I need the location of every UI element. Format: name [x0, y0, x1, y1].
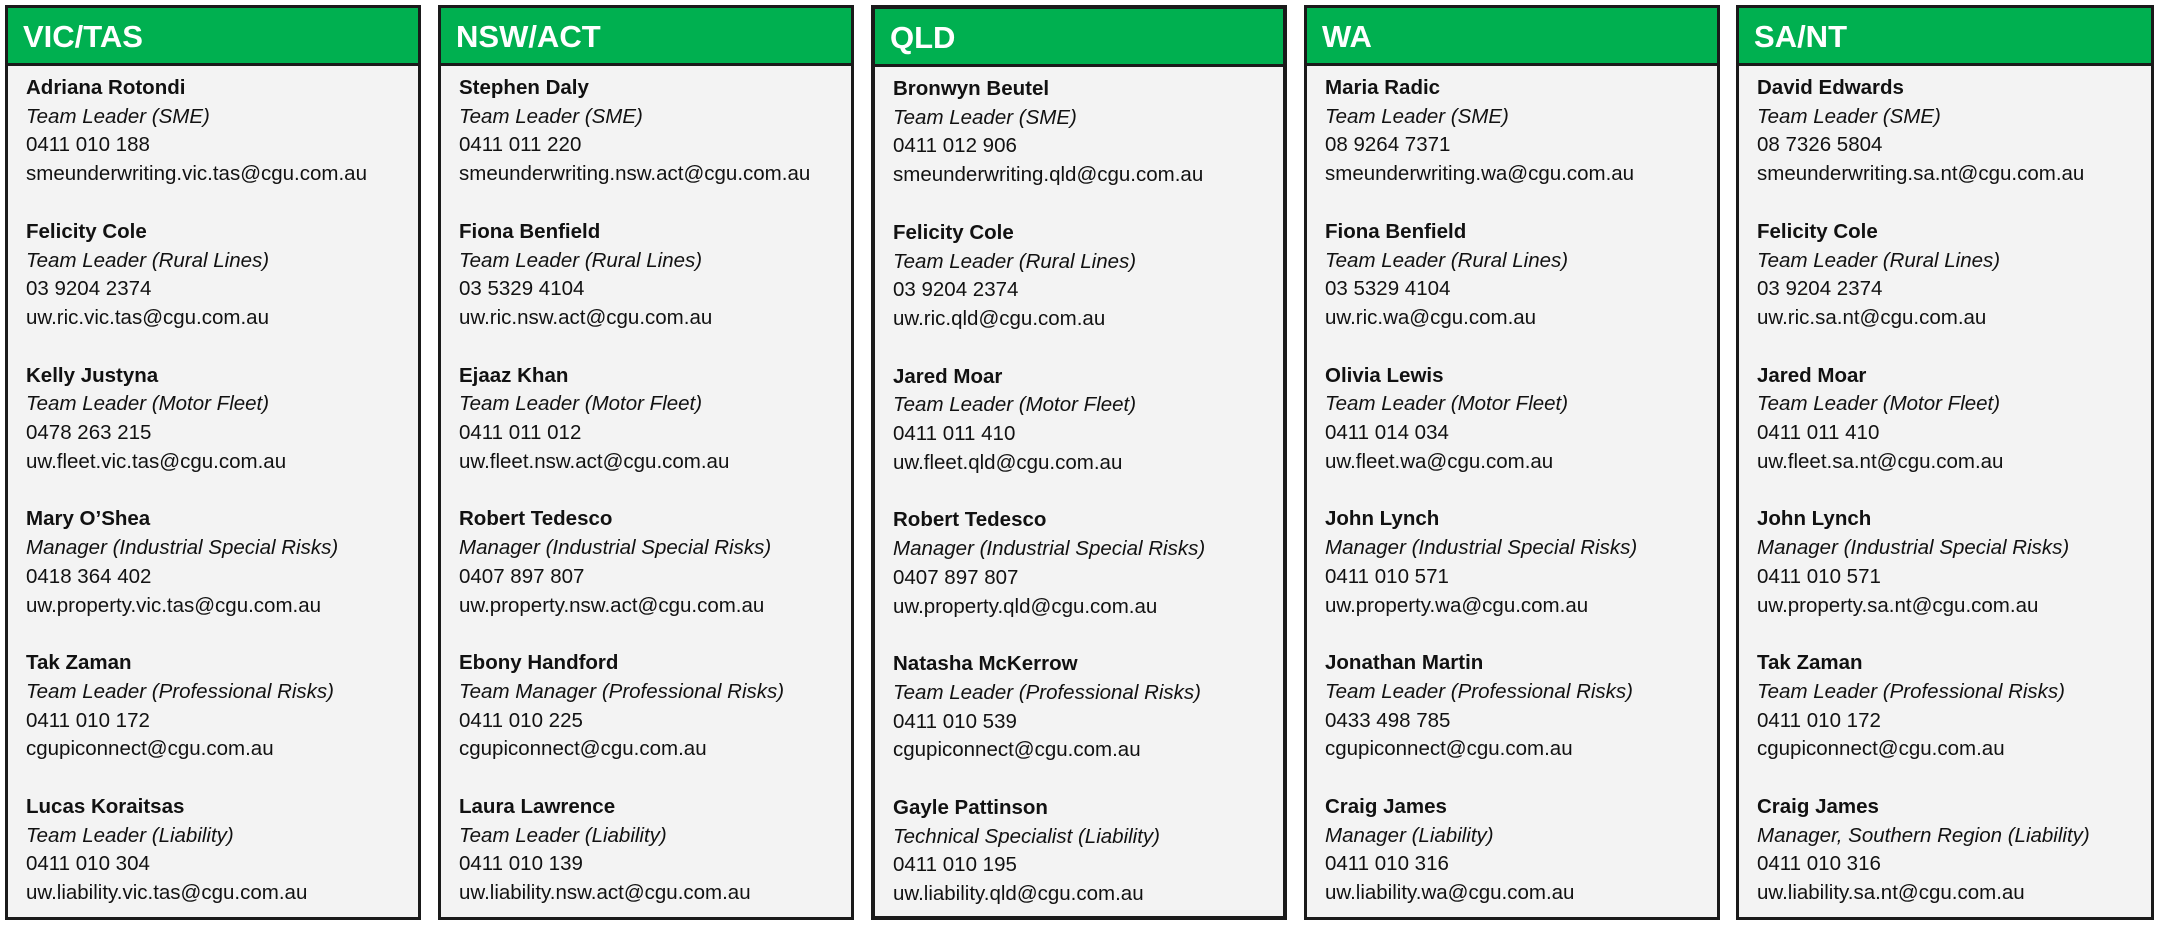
- contact-email[interactable]: cgupiconnect@cgu.com.au: [459, 737, 707, 761]
- contact-name: Craig James: [1757, 795, 1879, 819]
- contact-phone: 0478 263 215: [26, 421, 152, 445]
- contact-role: Team Leader (Liability): [26, 823, 234, 847]
- contact-email[interactable]: smeunderwriting.wa@cgu.com.au: [1325, 162, 1635, 186]
- contact-email[interactable]: uw.liability.nsw.act@cgu.com.au: [459, 881, 751, 905]
- contact-role: Team Leader (Professional Risks): [1325, 679, 1634, 703]
- contact-entry: [1757, 649, 2151, 764]
- contact-entry: [893, 794, 1283, 909]
- contact-email[interactable]: cgupiconnect@cgu.com.au: [1757, 737, 2005, 761]
- contact-entry: [1325, 793, 1717, 908]
- contact-entry: [459, 74, 851, 189]
- contact-phone: 0411 010 172: [1757, 708, 1881, 732]
- contact-phone: 03 5329 4104: [1325, 277, 1451, 301]
- contact-role: Team Leader (Rural Lines): [26, 248, 270, 272]
- contact-name: John Lynch: [1757, 507, 1872, 531]
- contact-phone: 0411 010 539: [893, 709, 1017, 733]
- contact-phone: 0411 011 410: [1757, 421, 1880, 445]
- contact-entry: [459, 649, 851, 764]
- contact-list: [1739, 66, 2151, 908]
- contact-email[interactable]: smeunderwriting.qld@cgu.com.au: [893, 163, 1204, 187]
- contact-role: Manager (Industrial Special Risks): [1325, 536, 1638, 560]
- contact-email[interactable]: uw.fleet.nsw.act@cgu.com.au: [459, 449, 730, 473]
- contact-phone: 0411 010 225: [459, 708, 583, 732]
- region-panel-nsw-act: [438, 5, 854, 920]
- contact-role: Manager (Industrial Special Risks): [1757, 536, 2070, 560]
- contact-entry: [1757, 793, 2151, 908]
- contact-role: Manager (Industrial Special Risks): [893, 537, 1206, 561]
- contact-name: Jared Moar: [1757, 363, 1867, 387]
- contact-entry: [1325, 649, 1717, 764]
- contact-phone: 0411 011 410: [893, 422, 1016, 446]
- contact-phone: 0411 010 571: [1757, 564, 1881, 588]
- contact-entry: [893, 506, 1283, 621]
- contact-entry: [893, 75, 1283, 190]
- contact-role: Team Leader (Rural Lines): [459, 248, 703, 272]
- contact-role: Team Leader (Rural Lines): [1757, 248, 2001, 272]
- contact-email[interactable]: uw.ric.qld@cgu.com.au: [893, 306, 1106, 330]
- contact-role: Team Leader (Rural Lines): [1325, 248, 1569, 272]
- contact-email[interactable]: uw.fleet.sa.nt@cgu.com.au: [1757, 449, 2004, 473]
- contact-name: Jonathan Martin: [1325, 651, 1484, 675]
- contact-name: Jared Moar: [893, 364, 1003, 388]
- contact-phone: 03 9204 2374: [893, 278, 1019, 302]
- region-panel-sa-nt: [1736, 5, 2154, 920]
- contact-email[interactable]: smeunderwriting.vic.tas@cgu.com.au: [26, 162, 367, 186]
- contact-name: John Lynch: [1325, 507, 1440, 531]
- contact-email[interactable]: uw.fleet.wa@cgu.com.au: [1325, 449, 1554, 473]
- contact-entry: [893, 363, 1283, 478]
- contact-name: Tak Zaman: [1757, 651, 1863, 675]
- contact-phone: 08 9264 7371: [1325, 133, 1451, 157]
- contact-role: Manager, Southern Region (Liability): [1757, 823, 2090, 847]
- contact-phone: 0411 010 571: [1325, 564, 1449, 588]
- contact-name: Laura Lawrence: [459, 795, 616, 819]
- contact-role: Manager (Industrial Special Risks): [459, 536, 772, 560]
- contact-email[interactable]: uw.liability.wa@cgu.com.au: [1325, 881, 1575, 905]
- contact-entry: [1325, 505, 1717, 620]
- region-title: NSW/ACT: [441, 8, 851, 66]
- contact-role: Team Leader (Motor Fleet): [26, 392, 270, 416]
- contact-entry: [893, 650, 1283, 765]
- contact-phone: 0411 011 012: [459, 421, 582, 445]
- contact-entry: [1757, 74, 2151, 189]
- contact-phone: 0407 897 807: [459, 564, 585, 588]
- contact-email[interactable]: uw.ric.nsw.act@cgu.com.au: [459, 305, 713, 329]
- contact-name: Craig James: [1325, 795, 1447, 819]
- contact-phone: 0418 364 402: [26, 564, 152, 588]
- contact-name: Gayle Pattinson: [893, 796, 1048, 820]
- contact-name: Robert Tedesco: [893, 508, 1047, 532]
- region-title: VIC/TAS: [8, 8, 418, 66]
- contact-role: Team Leader (Professional Risks): [26, 679, 335, 703]
- contact-name: Ebony Handford: [459, 651, 619, 675]
- contact-phone: 0411 010 316: [1325, 852, 1449, 876]
- contact-name: Maria Radic: [1325, 76, 1441, 99]
- contact-entry: [459, 218, 851, 333]
- contact-phone: 0411 010 195: [893, 853, 1017, 877]
- contact-email[interactable]: uw.liability.vic.tas@cgu.com.au: [26, 881, 308, 905]
- contact-role: Manager (Industrial Special Risks): [26, 536, 339, 560]
- contact-entry: [26, 505, 418, 620]
- contact-name: David Edwards: [1757, 76, 1904, 99]
- contact-phone: 0407 897 807: [893, 565, 1019, 589]
- contact-phone: 0411 014 034: [1325, 421, 1449, 445]
- contact-list: [8, 66, 418, 908]
- contact-phone: 0411 012 906: [893, 134, 1017, 158]
- contact-email[interactable]: uw.ric.sa.nt@cgu.com.au: [1757, 305, 1987, 329]
- contact-list: [1307, 66, 1717, 908]
- contact-name: Felicity Cole: [1757, 219, 1878, 243]
- contact-entry: [459, 505, 851, 620]
- contact-phone: 0411 010 139: [459, 852, 583, 876]
- contact-name: Stephen Daly: [459, 76, 589, 99]
- contact-email[interactable]: smeunderwriting.sa.nt@cgu.com.au: [1757, 162, 2085, 186]
- contact-phone: 0411 010 172: [26, 708, 150, 732]
- contact-entry: [1757, 218, 2151, 333]
- contact-role: Team Leader (SME): [459, 104, 643, 128]
- contact-email[interactable]: uw.property.qld@cgu.com.au: [893, 594, 1158, 618]
- contact-phone: 03 9204 2374: [1757, 277, 1883, 301]
- contact-email[interactable]: uw.property.nsw.act@cgu.com.au: [459, 593, 765, 617]
- contact-email[interactable]: uw.property.wa@cgu.com.au: [1325, 593, 1589, 617]
- contact-entry: [459, 793, 851, 908]
- contact-entry: [1757, 505, 2151, 620]
- region-panel-wa: [1304, 5, 1720, 920]
- contact-email[interactable]: uw.fleet.qld@cgu.com.au: [893, 450, 1123, 474]
- contact-email[interactable]: uw.property.vic.tas@cgu.com.au: [26, 593, 322, 617]
- contact-role: Manager (Liability): [1325, 823, 1494, 847]
- contact-entry: [26, 218, 418, 333]
- contact-entry: [459, 362, 851, 477]
- contact-phone: 03 5329 4104: [459, 277, 585, 301]
- contact-email[interactable]: uw.property.sa.nt@cgu.com.au: [1757, 593, 2039, 617]
- contact-phone: 0433 498 785: [1325, 708, 1451, 732]
- contact-email[interactable]: uw.liability.sa.nt@cgu.com.au: [1757, 881, 2025, 905]
- contact-name: Felicity Cole: [26, 219, 147, 243]
- contact-entry: [1325, 74, 1717, 189]
- contact-name: Ejaaz Khan: [459, 363, 569, 387]
- contact-role: Technical Specialist (Liability): [893, 824, 1161, 848]
- contact-role: Team Leader (Motor Fleet): [1757, 392, 2001, 416]
- contact-role: Team Leader (Rural Lines): [893, 249, 1137, 273]
- contact-phone: 0411 010 316: [1757, 852, 1881, 876]
- region-panel-vic-tas: [5, 5, 421, 920]
- contact-name: Mary O’Shea: [26, 507, 151, 531]
- contact-name: Olivia Lewis: [1325, 363, 1444, 387]
- region-title: WA: [1307, 8, 1717, 66]
- contact-name: Lucas Koraitsas: [26, 795, 185, 819]
- contact-phone: 0411 010 304: [26, 852, 150, 876]
- contact-role: Team Leader (Professional Risks): [893, 680, 1202, 704]
- contact-name: Kelly Justyna: [26, 363, 159, 387]
- contact-list: [875, 67, 1283, 909]
- region-title: SA/NT: [1739, 8, 2151, 66]
- contact-name: Adriana Rotondi: [26, 76, 186, 99]
- contact-name: Robert Tedesco: [459, 507, 613, 531]
- contact-name: Fiona Benfield: [1325, 219, 1467, 243]
- contact-email[interactable]: uw.liability.qld@cgu.com.au: [893, 882, 1144, 906]
- contact-entry: [1757, 362, 2151, 477]
- contact-role: Team Leader (Motor Fleet): [459, 392, 703, 416]
- contact-list: [441, 66, 851, 908]
- contact-entry: [1325, 218, 1717, 333]
- contact-name: Fiona Benfield: [459, 219, 601, 243]
- contact-email[interactable]: smeunderwriting.nsw.act@cgu.com.au: [459, 162, 811, 186]
- contact-name: Bronwyn Beutel: [893, 77, 1050, 100]
- contact-email[interactable]: cgupiconnect@cgu.com.au: [26, 737, 274, 761]
- contact-email[interactable]: uw.ric.wa@cgu.com.au: [1325, 305, 1537, 329]
- contact-name: Natasha McKerrow: [893, 652, 1078, 676]
- contact-email[interactable]: uw.fleet.vic.tas@cgu.com.au: [26, 449, 287, 473]
- contact-role: Team Leader (Motor Fleet): [1325, 392, 1569, 416]
- region-title: QLD: [875, 9, 1283, 67]
- contact-entry: [26, 74, 418, 189]
- contact-phone: 0411 011 220: [459, 133, 582, 157]
- contact-phone: 03 9204 2374: [26, 277, 152, 301]
- contact-role: Team Leader (Professional Risks): [1757, 679, 2066, 703]
- contact-entry: [26, 649, 418, 764]
- contact-phone: 0411 010 188: [26, 133, 150, 157]
- contact-role: Team Manager (Professional Risks): [459, 679, 785, 703]
- contact-email[interactable]: cgupiconnect@cgu.com.au: [893, 738, 1141, 762]
- contact-entry: [1325, 362, 1717, 477]
- contact-entry: [893, 219, 1283, 334]
- contact-role: Team Leader (Motor Fleet): [893, 393, 1137, 417]
- contact-role: Team Leader (SME): [26, 104, 210, 128]
- contact-entry: [26, 362, 418, 477]
- contact-role: Team Leader (SME): [1325, 104, 1509, 128]
- contact-name: Felicity Cole: [893, 220, 1014, 244]
- contact-entry: [26, 793, 418, 908]
- contact-role: Team Leader (SME): [1757, 104, 1941, 128]
- contact-phone: 08 7326 5804: [1757, 133, 1883, 157]
- contact-role: Team Leader (SME): [893, 105, 1077, 129]
- contact-email[interactable]: uw.ric.vic.tas@cgu.com.au: [26, 305, 269, 329]
- contact-email[interactable]: cgupiconnect@cgu.com.au: [1325, 737, 1573, 761]
- region-panel-qld: [871, 5, 1287, 920]
- contact-role: Team Leader (Liability): [459, 823, 667, 847]
- contact-name: Tak Zaman: [26, 651, 132, 675]
